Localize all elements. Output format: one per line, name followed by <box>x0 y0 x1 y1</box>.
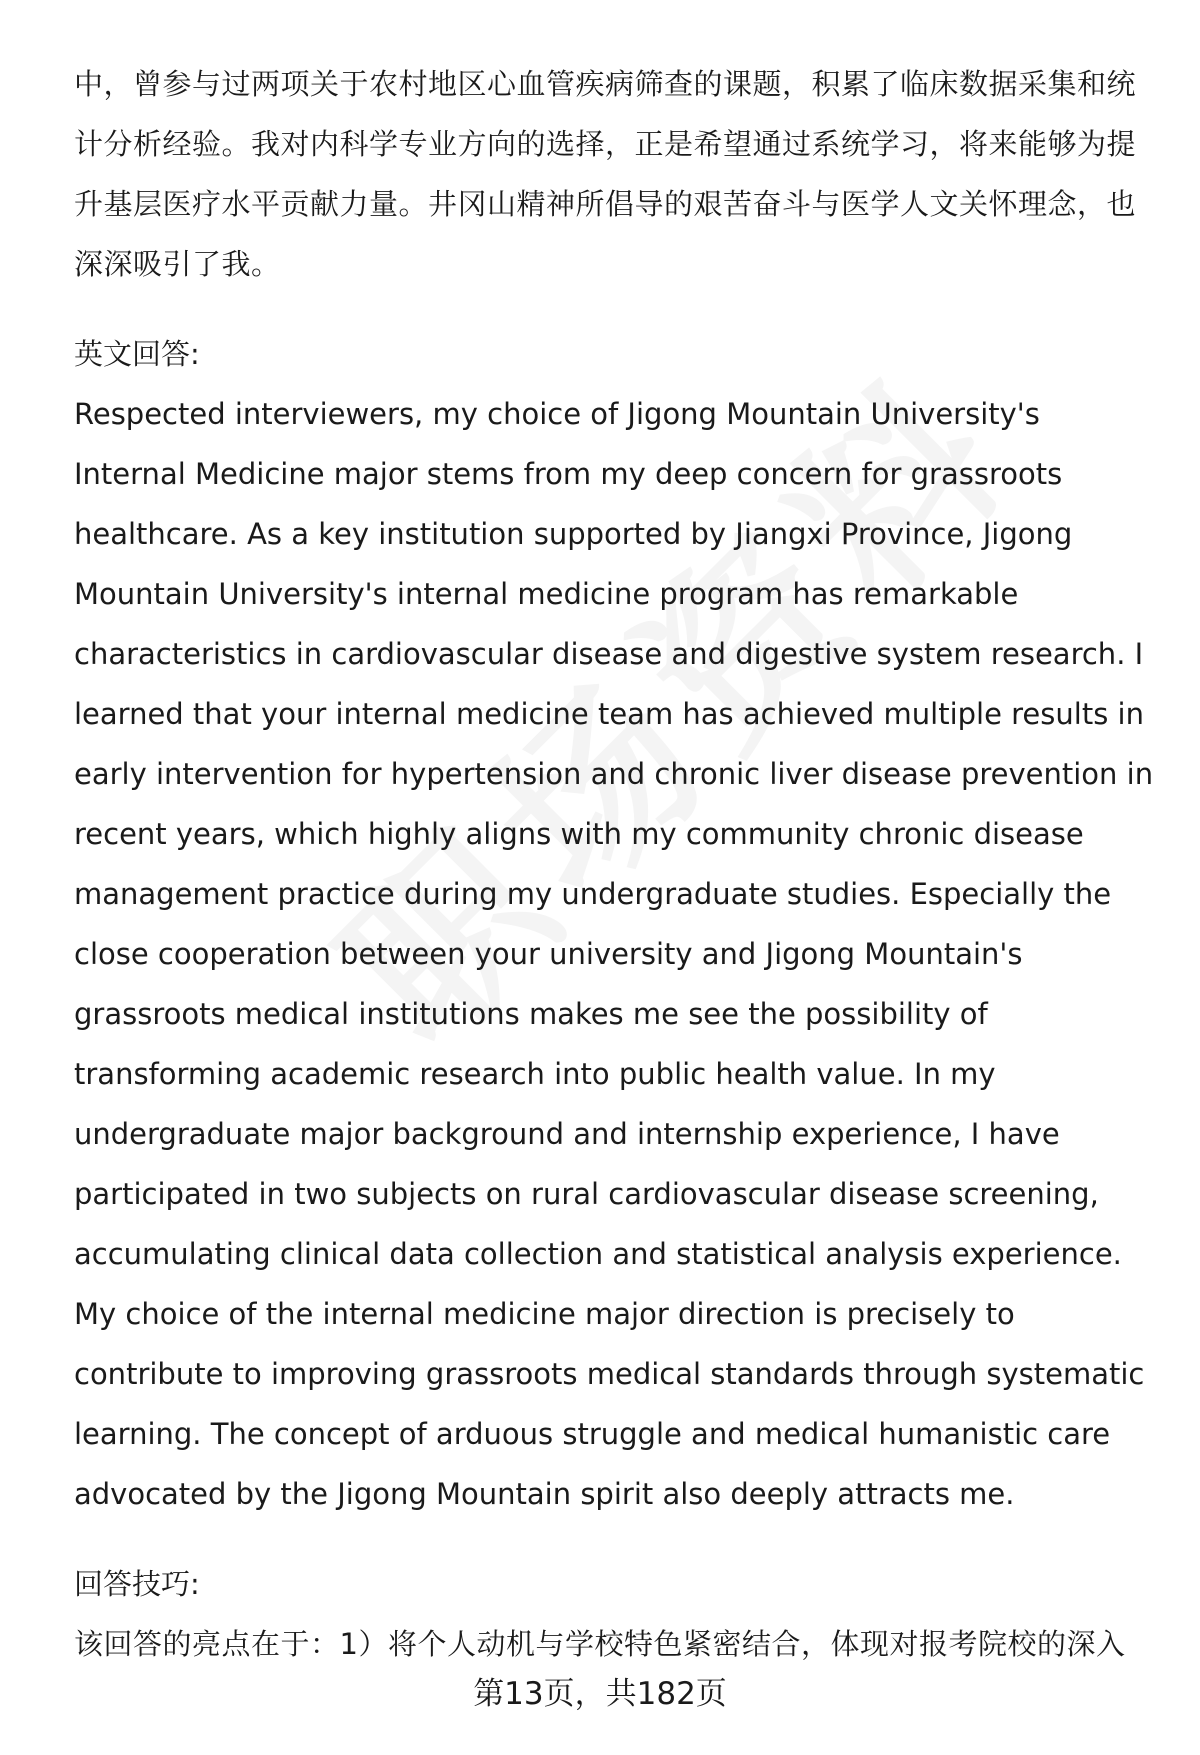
document-body <box>74 54 1154 1674</box>
tips-label: 回答技巧: <box>74 1567 200 1601</box>
tips-paragraph: 该回答的亮点在于：1）将个人动机与学校特色紧密结合，体现对报考院校的深入 <box>74 1627 1126 1661</box>
intro-paragraph: 中，曾参与过两项关于农村地区心血管疾病筛查的课题，积累了临床数据采集和统计分析经验。我对内科学专业方向的选择，正是希望通过系统学习，将来能够为提升基层医疗水平贡献力量。井冈山精神所倡导的艰苦奋斗与医学人文关怀理念，也深深吸引了我。 <box>74 67 1137 281</box>
english-answer-paragraph: Respected interviewers, my choice of Jigong Mountain University's Internal Medicine major stems from my deep concern for grassroots healthcare. As a key institution supported by Jiangxi Province, Jigong Mountain University's internal medicine program has remarkable characteristics in cardiovascular disease and digestive system research. I learned that your internal medicine team has achieved multiple results in early intervention for hypertension and chronic liver disease prevention in recent years, which highly aligns with my community chronic disease management practice during my undergraduate studies. Especially the close cooperation between your university and Jigong Mountain's grassroots medical institutions makes me see the possibility of transforming academic research into public health value. In my undergraduate major background and internship experience, I have participated in two subjects on rural cardiovascular disease screening, accumulating clinical data collection and statistical analysis experience. My choice of the internal medicine major direction is precisely to contribute to improving grassroots medical standards through systematic learning. The concept of arduous struggle and medical humanistic care advocated by the Jigong Mountain spirit also deeply attracts me. <box>74 397 1154 1511</box>
page-number-footer: 第13页，共182页 <box>473 1676 727 1712</box>
english-answer-label: 英文回答: <box>74 337 200 371</box>
